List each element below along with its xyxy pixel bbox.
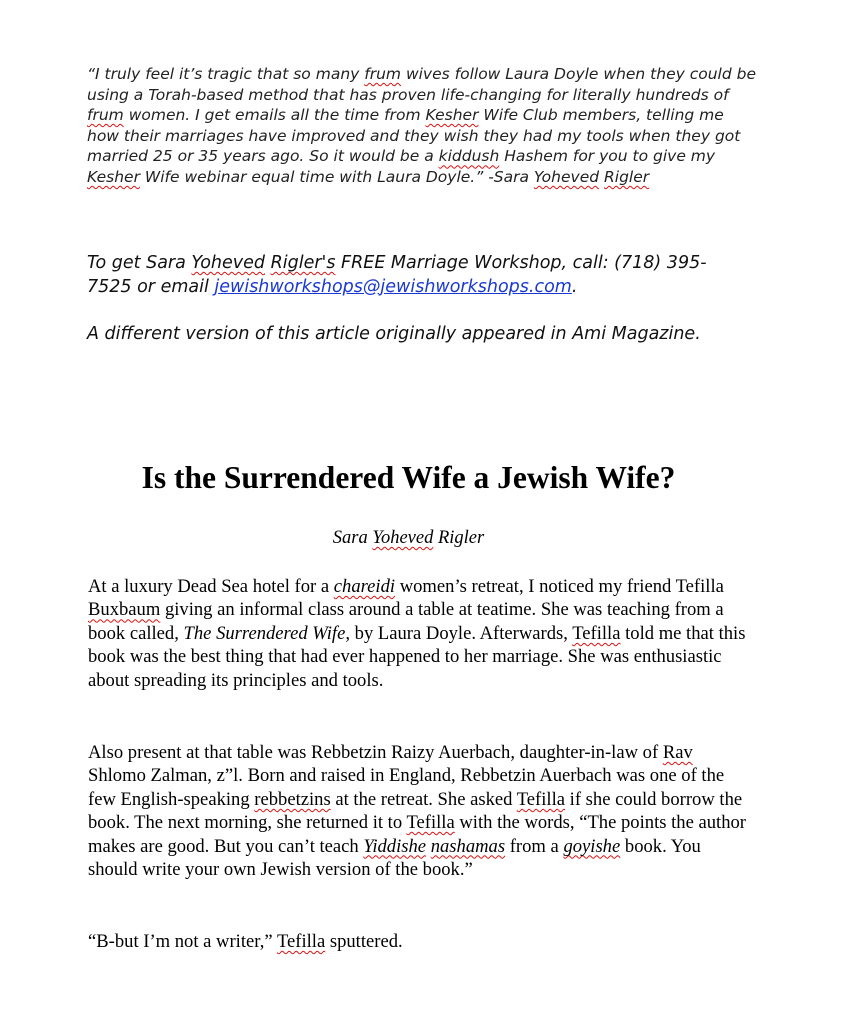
paragraph-text: sputtered. bbox=[325, 931, 403, 952]
quote-text: Wife Club members, telling me how their marriages have improved and they wish they had my tools when they got married 25 or 35 years ago. So it would be a bbox=[87, 106, 741, 166]
paragraph-text: from a bbox=[505, 835, 564, 857]
misspelled-word[interactable]: Rigler bbox=[604, 167, 650, 186]
paragraph-text: by Laura Doyle. Afterwards, bbox=[350, 622, 573, 644]
quote-text: “I truly feel it’s tragic that so many bbox=[87, 65, 365, 83]
article-paragraph-3 bbox=[88, 930, 748, 953]
paragraph-text: At a luxury Dead Sea hotel for a bbox=[88, 576, 334, 597]
promo-text: FREE Marriage Workshop, call: (718) 395-7525 or email bbox=[87, 253, 707, 297]
misspelled-word[interactable]: Kesher bbox=[87, 167, 140, 186]
paragraph-text: “B-but I’m not a writer,” bbox=[88, 931, 277, 952]
misspelled-word[interactable]: Tefilla bbox=[572, 622, 621, 644]
paragraph-text: with the words, “The points the author makes are good. But you can’t teach bbox=[88, 812, 746, 857]
paragraph-text: told me that this book was the best thing that had ever happened to her marriage. She was enthusiastic about spreading its principles and tools. bbox=[88, 622, 746, 691]
misspelled-word[interactable]: Yiddishe bbox=[363, 835, 427, 857]
misspelled-word[interactable]: nashamas bbox=[430, 835, 506, 857]
article-paragraph-2 bbox=[88, 741, 748, 881]
paragraph-text: Shlomo Zalman, z”l. Born and raised in England, Rebbetzin Auerbach was one of the few English-speaking bbox=[88, 765, 725, 810]
quote-text: women. I get emails all the time from bbox=[123, 106, 426, 125]
original-appearance-note: A different version of this article originally appeared in Ami Magazine. bbox=[87, 324, 701, 344]
misspelled-word[interactable]: Rav bbox=[662, 742, 693, 763]
misspelled-word[interactable]: Kesher bbox=[425, 106, 479, 125]
paragraph-text: book. You should write your own Jewish version of the book.” bbox=[88, 835, 701, 881]
promo-text: . bbox=[571, 276, 578, 297]
email-link[interactable]: jewishworkshops@jewishworkshops.com bbox=[214, 276, 572, 297]
book-title: The Surrendered Wife, bbox=[183, 622, 350, 644]
misspelled-word[interactable]: goyishe bbox=[563, 835, 621, 857]
misspelled-word[interactable]: Tefilla bbox=[516, 788, 566, 810]
misspelled-word[interactable]: Rigler's bbox=[270, 253, 336, 273]
misspelled-word[interactable]: Buxbaum bbox=[88, 599, 161, 621]
article-byline bbox=[0, 526, 817, 550]
misspelled-word[interactable]: Yoheved bbox=[533, 167, 600, 186]
promo-text: To get Sara bbox=[87, 253, 192, 273]
paragraph-text: if she could borrow the book. The next morning, she returned it to bbox=[88, 788, 743, 834]
misspelled-word[interactable]: chareidi bbox=[333, 576, 396, 597]
quote-text: Wife webinar equal time with Laura Doyle.” -Sara bbox=[139, 167, 534, 186]
misspelled-word[interactable]: rebbetzins bbox=[254, 788, 331, 810]
workshop-promo bbox=[87, 252, 747, 299]
quote-text: wives follow Laura Doyle when they could be using a Torah-based method that has proven life-changing for literally hundreds of bbox=[87, 65, 756, 104]
article-paragraph-1 bbox=[88, 575, 748, 692]
misspelled-word[interactable]: frum bbox=[364, 65, 402, 83]
misspelled-word[interactable]: Tefilla bbox=[276, 931, 326, 952]
byline-text: Rigler bbox=[433, 528, 485, 548]
byline-text: Sara bbox=[332, 528, 373, 548]
misspelled-word[interactable]: Yoheved bbox=[372, 528, 434, 548]
paragraph-text: women’s retreat, I noticed my friend Tefilla bbox=[395, 576, 724, 597]
misspelled-word[interactable]: Tefilla bbox=[406, 812, 455, 834]
misspelled-word[interactable]: frum bbox=[87, 106, 124, 125]
misspelled-word[interactable]: kiddush bbox=[438, 147, 500, 166]
quote-text: Hashem for you to give my bbox=[499, 147, 716, 166]
article-title: Is the Surrendered Wife a Jewish Wife? bbox=[141, 460, 676, 495]
paragraph-text: at the retreat. She asked bbox=[330, 788, 517, 810]
misspelled-word[interactable]: Yoheved bbox=[191, 253, 265, 273]
paragraph-text: giving an informal class around a table at teatime. She was teaching from a book called, bbox=[88, 599, 724, 644]
paragraph-text: Also present at that table was Rebbetzin Raizy Auerbach, daughter-in-law of bbox=[88, 742, 663, 763]
testimonial-quote bbox=[87, 64, 757, 188]
